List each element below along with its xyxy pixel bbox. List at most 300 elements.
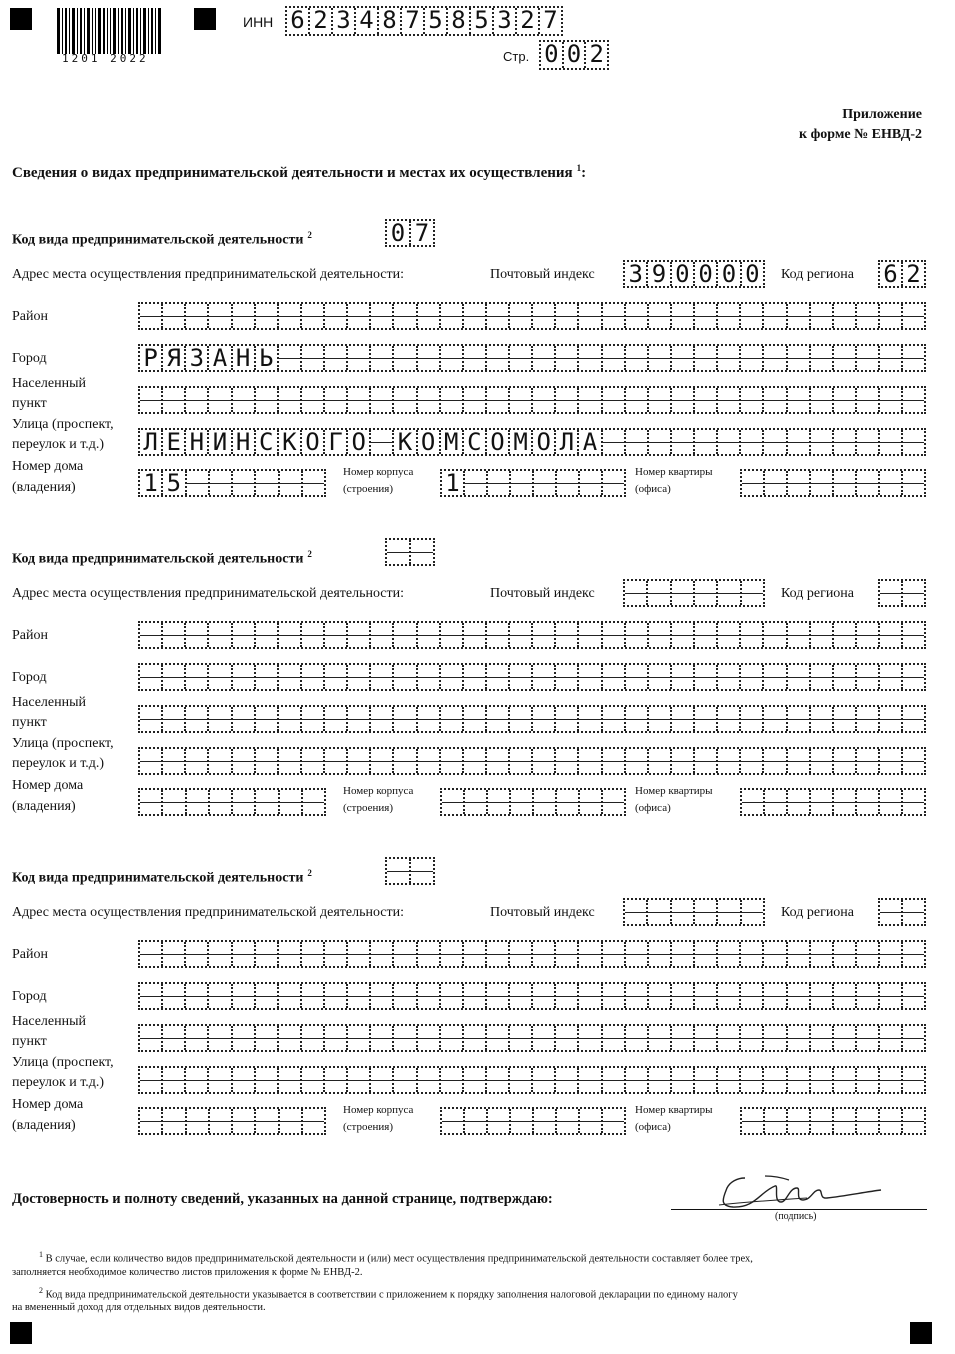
char-cell (411, 859, 433, 883)
char-cell (140, 665, 163, 689)
char-cell (163, 749, 186, 773)
char-cell (880, 581, 903, 605)
char-cell (279, 749, 302, 773)
char-cell (695, 665, 718, 689)
char-cell (464, 984, 487, 1008)
char-cell (557, 1109, 580, 1133)
char-cell: 7 (414, 219, 430, 247)
char-cell (302, 665, 325, 689)
char-cell (464, 346, 487, 370)
house-number-field[interactable] (138, 1107, 326, 1135)
char-cell: 0 (564, 42, 587, 68)
footnote-2-text: Код вида предпринимательской деятельности указывается в соответствии с приложением к порядку заполнения налоговой декларации по единому налогу (45, 1289, 738, 1301)
char-cell (279, 623, 302, 647)
street-field[interactable] (138, 747, 926, 775)
char-cell (394, 984, 417, 1008)
page-number-field[interactable] (539, 40, 609, 70)
char-cell (325, 665, 348, 689)
char-cell (649, 623, 672, 647)
char-cell (626, 749, 649, 773)
char-cell (302, 346, 325, 370)
char-cell (302, 707, 325, 731)
char-cell (441, 623, 464, 647)
building-number-field[interactable] (440, 788, 626, 816)
char-cell (279, 1026, 302, 1050)
page-title-text: Сведения о видах предпринимательской деятельности и местах их осуществления (12, 165, 573, 181)
char-cell (371, 346, 394, 370)
apartment-number-field[interactable] (740, 788, 926, 816)
char-cell (256, 1109, 279, 1133)
char-cell (695, 900, 718, 924)
city-field[interactable] (138, 344, 926, 372)
char-cell (209, 984, 232, 1008)
char-cell (556, 1068, 579, 1092)
postal-index-field[interactable] (623, 579, 765, 607)
char-cell: 7 (543, 6, 558, 34)
char-cell (648, 900, 671, 924)
char-cell (834, 665, 857, 689)
char-cell (880, 1026, 903, 1050)
region-code-field[interactable] (878, 579, 926, 607)
char-cell (903, 749, 924, 773)
char-cell (764, 749, 787, 773)
char-cell: 0 (672, 262, 695, 286)
locality-field[interactable] (138, 705, 926, 733)
char-cell (488, 471, 511, 495)
postal-index-label: Почтовый индекс (490, 267, 595, 282)
char-cell (788, 388, 811, 412)
char-cell: 9 (648, 262, 671, 286)
char-cell (603, 984, 626, 1008)
char-cell (464, 1068, 487, 1092)
char-cell (649, 1068, 672, 1092)
char-cell (418, 749, 441, 773)
char-cell (880, 790, 903, 814)
char-cell (163, 790, 186, 814)
char-cell (302, 304, 325, 328)
char-cell (672, 623, 695, 647)
char-cell (325, 1026, 348, 1050)
char-cell (903, 1026, 924, 1050)
locality-label-1: Населенный (12, 695, 87, 710)
char-cell: 0 (695, 262, 718, 286)
activity-code-field[interactable] (385, 857, 435, 885)
char-cell: И (209, 430, 232, 454)
char-cell (857, 346, 880, 370)
char-cell (580, 790, 603, 814)
char-cell (880, 707, 903, 731)
char-cell (579, 942, 602, 966)
char-cell: Е (163, 430, 186, 454)
char-cell (533, 388, 556, 412)
postal-index-label: Почтовый индекс (490, 586, 595, 601)
postal-index-label: Почтовый индекс (490, 905, 595, 920)
char-cell (280, 1109, 303, 1133)
char-cell (394, 1068, 417, 1092)
char-cell (857, 430, 880, 454)
char-cell (511, 1109, 534, 1133)
locality-label-2: пункт (12, 396, 47, 411)
house-label-1: Номер дома (12, 459, 84, 474)
house-label-2: (владения) (12, 480, 76, 495)
char-cell (487, 1026, 510, 1050)
building-number-field[interactable] (440, 469, 626, 497)
char-cell (695, 707, 718, 731)
char-cell (672, 346, 695, 370)
char-cell (533, 346, 556, 370)
char-cell (903, 707, 924, 731)
char-cell (464, 304, 487, 328)
district-label: Район (12, 947, 48, 962)
char-cell (441, 1068, 464, 1092)
char-cell (394, 707, 417, 731)
char-cell (533, 623, 556, 647)
char-cell (603, 388, 626, 412)
char-cell (533, 942, 556, 966)
char-cell (163, 1068, 186, 1092)
char-cell (718, 749, 741, 773)
confirmation-text: Достоверность и полноту сведений, указанных на данной странице, подтверждаю: (12, 1191, 553, 1207)
char-cell (511, 790, 534, 814)
char-cell (186, 942, 209, 966)
district-field[interactable] (138, 621, 926, 649)
char-cell: 5 (471, 8, 494, 34)
char-cell (186, 304, 209, 328)
char-cell (857, 388, 880, 412)
char-cell (695, 942, 718, 966)
footnote-2-sup: 2 (39, 1286, 43, 1295)
char-cell (279, 346, 302, 370)
char-cell (533, 1026, 556, 1050)
char-cell (626, 430, 649, 454)
char-cell (718, 900, 741, 924)
char-cell (533, 984, 556, 1008)
char-cell (649, 707, 672, 731)
apartment-label-1: Номер квартиры (635, 1104, 713, 1116)
char-cell (163, 665, 186, 689)
char-cell: Н (233, 346, 256, 370)
char-cell (279, 942, 302, 966)
char-cell (834, 749, 857, 773)
char-cell: Н (233, 430, 256, 454)
char-cell (880, 1109, 903, 1133)
char-cell (510, 707, 533, 731)
char-cell (186, 665, 209, 689)
char-cell (441, 1026, 464, 1050)
char-cell: А (209, 346, 232, 370)
street-label-2: переулок и т.д.) (12, 756, 105, 771)
char-cell (233, 749, 256, 773)
building-label-1: Номер корпуса (343, 1104, 414, 1116)
char-cell (626, 304, 649, 328)
char-cell (209, 623, 232, 647)
char-cell (579, 984, 602, 1008)
footnote-1-text: В случае, если количество видов предпринимательской деятельности и (или) мест осуществления предпринимательской деятельности составляет более трех, (45, 1253, 753, 1265)
house-label-1: Номер дома (12, 1097, 84, 1112)
char-cell (534, 471, 557, 495)
char-cell (764, 665, 787, 689)
barcode-image (57, 8, 161, 54)
region-code-label: Код региона (781, 905, 855, 920)
char-cell (603, 346, 626, 370)
char-cell (209, 749, 232, 773)
house-label-2: (владения) (12, 799, 76, 814)
char-cell (348, 749, 371, 773)
char-cell: 4 (356, 8, 379, 34)
char-cell: Н (186, 430, 209, 454)
signature-caption: (подпись) (775, 1211, 817, 1222)
postal-index-field[interactable] (623, 260, 765, 288)
char-cell (742, 900, 763, 924)
footnote-ref-1: 1 (576, 163, 582, 173)
char-cell: О (418, 430, 441, 454)
district-field[interactable] (138, 940, 926, 968)
char-cell (903, 665, 924, 689)
char-cell (764, 707, 787, 731)
char-cell (302, 942, 325, 966)
char-cell (465, 471, 488, 495)
char-cell: Л (140, 430, 163, 454)
char-cell (510, 304, 533, 328)
char-cell (903, 790, 924, 814)
char-cell (857, 471, 880, 495)
address-label: Адрес места осуществления предпринимательской деятельности: (12, 905, 405, 920)
char-cell (556, 346, 579, 370)
registration-mark-top-left (10, 8, 32, 30)
char-cell (488, 790, 511, 814)
char-cell (140, 749, 163, 773)
char-cell (788, 707, 811, 731)
house-number-field[interactable] (138, 788, 326, 816)
page-title (12, 158, 586, 184)
locality-field[interactable] (138, 1024, 926, 1052)
char-cell (788, 623, 811, 647)
char-cell (788, 1026, 811, 1050)
char-cell (209, 942, 232, 966)
char-cell (256, 790, 279, 814)
apartment-number-field[interactable] (740, 1107, 926, 1135)
char-cell (579, 346, 602, 370)
char-cell (256, 1068, 279, 1092)
char-cell (649, 1026, 672, 1050)
city-label: Город (12, 989, 47, 1004)
char-cell (163, 304, 186, 328)
char-cell (442, 1109, 465, 1133)
char-cell (834, 984, 857, 1008)
char-cell (718, 388, 741, 412)
char-cell (903, 942, 924, 966)
char-cell (556, 304, 579, 328)
char-cell (672, 707, 695, 731)
registration-mark-top-right (194, 8, 216, 30)
activity-code-field[interactable] (385, 219, 435, 247)
apartment-label-2: (офиса) (635, 1121, 671, 1133)
char-cell (626, 707, 649, 731)
char-cell (880, 430, 903, 454)
postal-index-field[interactable] (623, 898, 765, 926)
char-cell: 7 (402, 8, 425, 34)
char-cell (765, 790, 788, 814)
char-cell (510, 665, 533, 689)
char-cell (649, 665, 672, 689)
char-cell (603, 749, 626, 773)
char-cell (371, 665, 394, 689)
char-cell (394, 749, 417, 773)
char-cell (533, 749, 556, 773)
locality-label-1: Населенный (12, 1014, 87, 1029)
char-cell (303, 471, 324, 495)
region-code-label: Код региона (781, 586, 855, 601)
char-cell (834, 1068, 857, 1092)
char-cell (442, 790, 465, 814)
char-cell (233, 304, 256, 328)
title-colon: : (581, 165, 587, 181)
char-cell (695, 623, 718, 647)
char-cell (418, 388, 441, 412)
char-cell (418, 707, 441, 731)
char-cell (510, 942, 533, 966)
char-cell (510, 984, 533, 1008)
inn-field[interactable] (285, 6, 563, 36)
region-code-field[interactable] (878, 898, 926, 926)
char-cell (579, 388, 602, 412)
char-cell (741, 430, 764, 454)
char-cell: 1 (140, 471, 163, 495)
char-cell (672, 304, 695, 328)
char-cell: К (279, 430, 302, 454)
char-cell (210, 1109, 233, 1133)
char-cell (140, 790, 163, 814)
char-cell (579, 707, 602, 731)
char-cell: З (186, 346, 209, 370)
char-cell (441, 304, 464, 328)
char-cell (857, 707, 880, 731)
char-cell (672, 984, 695, 1008)
apartment-label-2: (офиса) (635, 483, 671, 495)
street-label-1: Улица (проспект, (12, 736, 114, 751)
char-cell: 6 (880, 262, 903, 286)
char-cell (140, 1026, 163, 1050)
char-cell (279, 707, 302, 731)
char-cell: М (510, 430, 533, 454)
char-cell: 6 (287, 8, 310, 34)
char-cell (487, 346, 510, 370)
char-cell (441, 749, 464, 773)
char-cell (441, 984, 464, 1008)
char-cell (811, 665, 834, 689)
char-cell (672, 900, 695, 924)
char-cell (765, 1109, 788, 1133)
char-cell (834, 707, 857, 731)
char-cell (186, 1026, 209, 1050)
activity-code-field[interactable] (385, 538, 435, 566)
char-cell (348, 984, 371, 1008)
building-label-2: (строения) (343, 483, 393, 495)
char-cell (210, 471, 233, 495)
locality-field[interactable] (138, 386, 926, 414)
char-cell (625, 581, 648, 605)
char-cell (718, 304, 741, 328)
street-field[interactable] (138, 428, 926, 456)
apartment-label-1: Номер квартиры (635, 466, 713, 478)
char-cell (741, 1026, 764, 1050)
city-field[interactable] (138, 663, 926, 691)
char-cell (903, 388, 924, 412)
char-cell (695, 1068, 718, 1092)
appendix-form-ref: к форме № ЕНВД-2 (799, 127, 922, 142)
char-cell (163, 942, 186, 966)
char-cell (834, 388, 857, 412)
building-number-field[interactable] (440, 1107, 626, 1135)
char-cell (811, 471, 834, 495)
registration-mark-bottom-right (910, 1322, 932, 1344)
char-cell (418, 346, 441, 370)
street-field[interactable] (138, 1066, 926, 1094)
char-cell (487, 1068, 510, 1092)
char-cell: 2 (517, 8, 540, 34)
char-cell (464, 942, 487, 966)
char-cell (371, 304, 394, 328)
char-cell (603, 942, 626, 966)
house-number-field[interactable] (138, 469, 326, 497)
district-label: Район (12, 628, 48, 643)
char-cell (371, 623, 394, 647)
district-label: Район (12, 309, 48, 324)
activity-code-label (12, 225, 312, 251)
char-cell: 0 (387, 221, 411, 245)
district-field[interactable] (138, 302, 926, 330)
char-cell (348, 665, 371, 689)
char-cell (626, 346, 649, 370)
char-cell (302, 749, 325, 773)
char-cell (718, 430, 741, 454)
char-cell (603, 1109, 624, 1133)
char-cell (209, 304, 232, 328)
char-cell (186, 707, 209, 731)
char-cell (903, 984, 924, 1008)
address-label: Адрес места осуществления предпринимательской деятельности: (12, 267, 405, 282)
char-cell (811, 388, 834, 412)
char-cell (649, 984, 672, 1008)
char-cell (510, 623, 533, 647)
char-cell (394, 623, 417, 647)
char-cell (256, 707, 279, 731)
region-code-field[interactable] (878, 260, 926, 288)
char-cell (441, 707, 464, 731)
char-cell (741, 749, 764, 773)
char-cell (487, 707, 510, 731)
char-cell (742, 1109, 765, 1133)
char-cell: 3 (625, 262, 648, 286)
char-cell (534, 1109, 557, 1133)
building-label-1: Номер корпуса (343, 785, 414, 797)
char-cell (811, 1068, 834, 1092)
char-cell (209, 1068, 232, 1092)
apartment-number-field[interactable] (740, 469, 926, 497)
char-cell (464, 665, 487, 689)
char-cell (325, 749, 348, 773)
char-cell (140, 984, 163, 1008)
char-cell (649, 942, 672, 966)
char-cell (487, 749, 510, 773)
city-field[interactable] (138, 982, 926, 1010)
street-label-1: Улица (проспект, (12, 1055, 114, 1070)
char-cell: 0 (718, 262, 741, 286)
char-cell (741, 707, 764, 731)
char-cell (465, 790, 488, 814)
char-cell (672, 942, 695, 966)
char-cell (834, 623, 857, 647)
